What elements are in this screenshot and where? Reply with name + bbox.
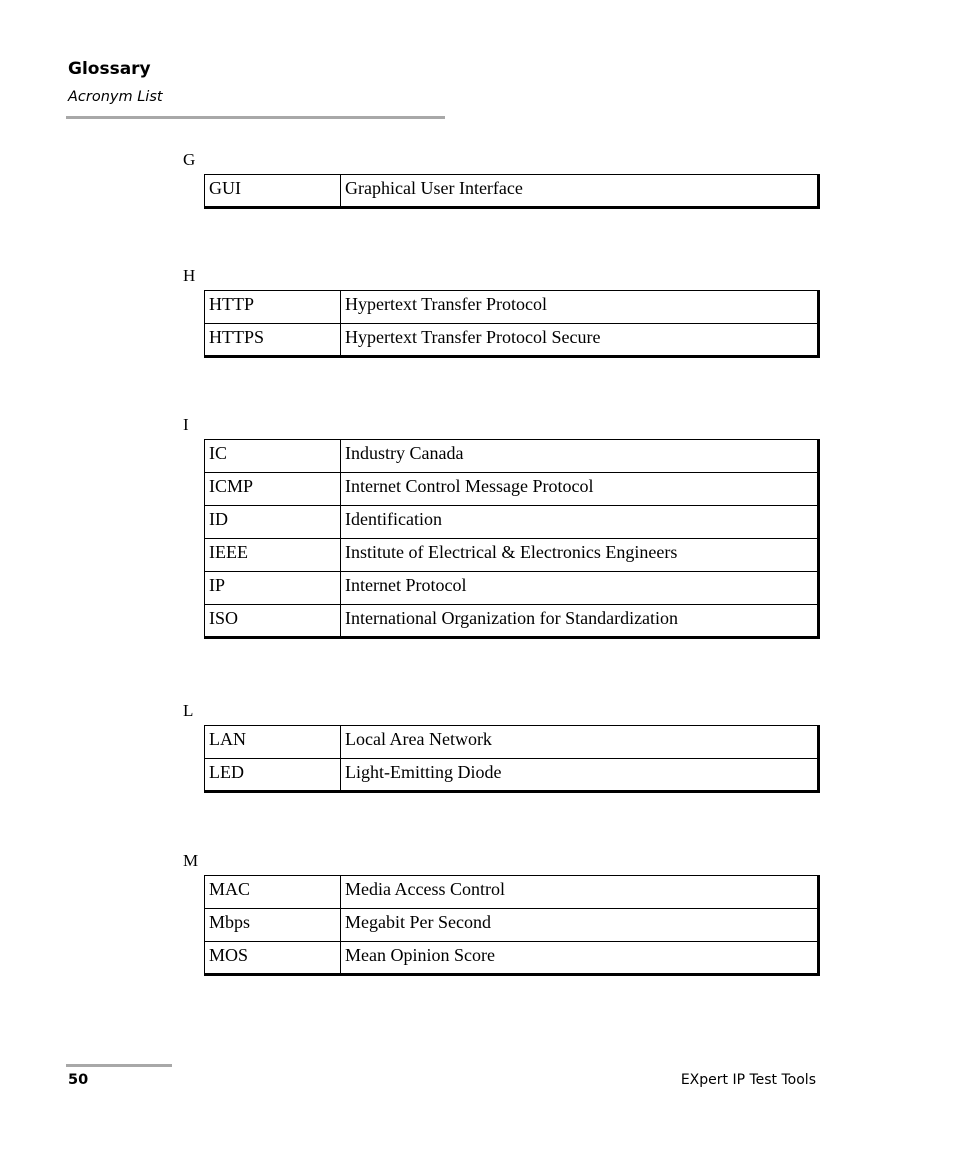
meaning-cell: Internet Protocol (341, 572, 819, 605)
acronym-cell: MOS (205, 942, 341, 975)
acronym-cell: IP (205, 572, 341, 605)
document-title: EXpert IP Test Tools (680, 1072, 816, 1088)
section-letter: I (183, 415, 189, 434)
footer-rule (66, 1064, 172, 1067)
acronym-cell: IC (205, 440, 341, 473)
table-row (205, 506, 819, 539)
meaning-cell: Hypertext Transfer Protocol (341, 291, 819, 324)
meaning-cell: Internet Control Message Protocol (341, 473, 819, 506)
acronym-table (204, 290, 820, 358)
table-row (205, 909, 819, 942)
meaning-cell: Media Access Control (341, 876, 819, 909)
meaning-cell: Mean Opinion Score (341, 942, 819, 975)
acronym-cell: ISO (205, 605, 341, 638)
meaning-cell: Graphical User Interface (341, 175, 819, 208)
acronym-cell: IEEE (205, 539, 341, 572)
meaning-cell: Identification (341, 506, 819, 539)
table-row (205, 759, 819, 792)
table-row (205, 473, 819, 506)
acronym-cell: LED (205, 759, 341, 792)
header-rule (66, 116, 445, 119)
meaning-cell: Local Area Network (341, 726, 819, 759)
table-row (205, 876, 819, 909)
section-letter: G (183, 150, 196, 169)
table-row (205, 175, 819, 208)
table-row (205, 942, 819, 975)
table-row (205, 291, 819, 324)
acronym-cell: LAN (205, 726, 341, 759)
table-row (205, 572, 819, 605)
acronym-cell: HTTP (205, 291, 341, 324)
meaning-cell: Hypertext Transfer Protocol Secure (341, 324, 819, 357)
acronym-cell: ID (205, 506, 341, 539)
acronym-table (204, 875, 820, 976)
meaning-cell: International Organization for Standardization (341, 605, 819, 638)
meaning-cell: Industry Canada (341, 440, 819, 473)
meaning-cell: Institute of Electrical & Electronics Engineers (341, 539, 819, 572)
acronym-table (204, 174, 820, 209)
acronym-cell: Mbps (205, 909, 341, 942)
table-row (205, 726, 819, 759)
acronym-list-subheading: Acronym List (68, 89, 163, 105)
section-letter: L (183, 701, 194, 720)
meaning-cell: Light-Emitting Diode (341, 759, 819, 792)
acronym-cell: MAC (205, 876, 341, 909)
section-letter: M (183, 851, 199, 870)
table-row (205, 440, 819, 473)
page-number: 50 (68, 1072, 89, 1088)
acronym-table (204, 439, 820, 639)
glossary-heading: Glossary (68, 59, 151, 79)
acronym-cell: GUI (205, 175, 341, 208)
table-row (205, 605, 819, 638)
acronym-table (204, 725, 820, 793)
acronym-cell: ICMP (205, 473, 341, 506)
section-letter: H (183, 266, 196, 285)
meaning-cell: Megabit Per Second (341, 909, 819, 942)
acronym-cell: HTTPS (205, 324, 341, 357)
table-row (205, 539, 819, 572)
table-row (205, 324, 819, 357)
